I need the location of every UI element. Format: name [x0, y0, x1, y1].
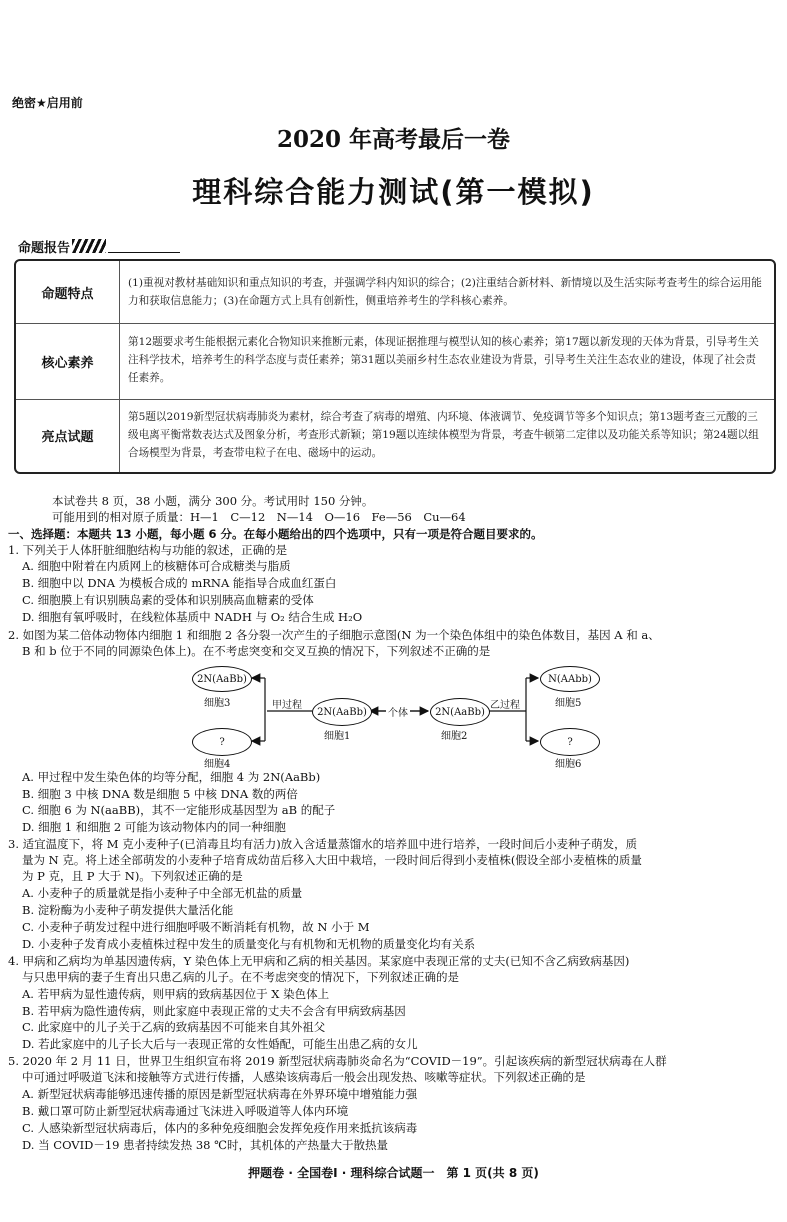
question-stem: 与只患甲病的妻子生育出只患乙病的儿子。在不考虑突变的情况下，下列叙述正确的是: [22, 970, 459, 984]
section-heading: 一、选择题：本题共 13 小题，每小题 6 分。在每小题给出的四个选项中，只有一项是符合题目要求的。: [8, 527, 543, 541]
option: A. 若甲病为显性遗传病，则甲病的致病基因位于 X 染色体上: [22, 987, 330, 1001]
option: D. 细胞 1 和细胞 2 可能为该动物体内的同一种细胞: [22, 820, 286, 834]
option: D. 当 COVID－19 患者持续发热 38 ℃时，其机体的产热量大于散热量: [22, 1138, 388, 1152]
report-label: 命题报告: [18, 240, 71, 256]
cell-1: 2N(AaBb): [312, 698, 372, 726]
cell-3: 2N(AaBb): [192, 666, 252, 692]
cell-3-label: 细胞3: [204, 698, 231, 709]
report-text: 第12题要求考生能根据元素化合物知识来推断元素，体现证据推理与模型认知的核心素养；第17题以新发现的天体为背景，引导考生关注科学技术，培养考生的科学态度与责任素养；第31题以美丽乡村生态农业建设为背景，引导考生关注生态农业的建设，体现了社会责任素养。: [128, 336, 759, 384]
cell-5: N(AAbb): [540, 666, 600, 692]
intro-line: 本试卷共 8 页，38 小题，满分 300 分。考试用时 150 分钟。: [52, 494, 374, 508]
cell-4-label: 细胞4: [204, 759, 231, 770]
question-stem: 2. 如图为某二倍体动物体内细胞 1 和细胞 2 各分裂一次产生的子细胞示意图(N 为一个染色体组中的染色体数目，基因 A 和 a、: [8, 628, 660, 642]
report-key: 命题特点: [16, 261, 120, 323]
cell-6: ?: [540, 728, 600, 756]
option: D. 细胞有氧呼吸时，在线粒体基质中 NADH 与 O₂ 结合生成 H₂O: [22, 610, 363, 624]
individual-label: 个体: [386, 704, 410, 719]
report-text: (1)重视对教材基础知识和重点知识的考查，并强调学科内知识的综合；(2)注重结合新材料、新情境以及生活实际考查考生的综合运用能力和获取信息能力；(3)在命题方式上具有创新性，侧重培养考生的学科核心素养。: [128, 277, 762, 307]
cell-1-label: 细胞1: [324, 731, 351, 742]
option: D. 小麦种子发育成小麦植株过程中发生的质量变化与有机物和无机物的质量变化均有关系: [22, 937, 476, 951]
option: D. 若此家庭中的儿子长大后与一表现正常的女性婚配，可能生出患乙病的女儿: [22, 1037, 418, 1051]
option: B. 戴口罩可防止新型冠状病毒通过飞沫进入呼吸道等人体内环境: [22, 1104, 349, 1118]
question-stem: 1. 下列关于人体肝脏细胞结构与功能的叙述，正确的是: [8, 543, 288, 557]
process-a-label: 甲过程: [272, 700, 302, 711]
report-key: 核心素养: [16, 323, 120, 399]
exam-title: 2020 年高考最后一卷: [276, 126, 511, 153]
option: A. 甲过程中发生染色体的均等分配，细胞 4 为 2N(AaBb): [22, 770, 321, 784]
page-footer: 押题卷 · 全国卷Ⅰ · 理科综合试题一 第 1 页(共 8 页): [248, 1166, 539, 1180]
question-stem: 为 P 克，且 P 大于 N)。下列叙述正确的是: [22, 869, 243, 883]
question-stem: 量为 N 克。将上述全部萌发的小麦种子培育成幼苗后移入大田中栽培，一段时间后得到小麦植株(假设全部小麦植株的质量: [22, 853, 642, 867]
option: C. 小麦种子萌发过程中进行细胞呼吸不断消耗有机物，故 N 小于 M: [22, 920, 370, 934]
cell-2-label: 细胞2: [441, 731, 468, 742]
option: C. 人感染新型冠状病毒后，体内的多种免疫细胞会发挥免疫作用来抵抗该病毒: [22, 1121, 418, 1135]
cell-2: 2N(AaBb): [430, 698, 490, 726]
question-stem: 4. 甲病和乙病均为单基因遗传病，Y 染色体上无甲病和乙病的相关基因。某家庭中表现正常的丈夫(已知不含乙病致病基因): [8, 954, 630, 968]
report-text: 第5题以2019新型冠状病毒肺炎为素材，综合考查了病毒的增殖、内环境、体液调节、免疫调节等多个知识点；第13题考查三元酸的三级电离平衡常数表达式及图象分析，考查形式新颖；第19题以连续体模型为背景，考查牛顿第二定律以及功能关系等知识；第24题以组合场模型为背景，考查带电粒子在电、磁场中的运动。: [128, 411, 759, 459]
cell-4: ?: [192, 728, 252, 756]
option: C. 细胞膜上有识别胰岛素的受体和识别胰高血糖素的受体: [22, 593, 314, 607]
option: C. 此家庭中的儿子关于乙病的致病基因不可能来自其外祖父: [22, 1020, 326, 1034]
intro-line: 可能用到的相对原子质量：H—1 C—12 N—14 O—16 Fe—56 Cu—64: [52, 510, 466, 524]
option: A. 细胞中附着在内质网上的核糖体可合成糖类与脂质: [22, 559, 291, 573]
exam-subtitle: 理科综合能力测试(第一模拟): [192, 175, 595, 209]
option: A. 新型冠状病毒能够迅速传播的原因是新型冠状病毒在外界环境中增殖能力强: [22, 1087, 418, 1101]
question-stem: B 和 b 位于不同的同源染色体上)。在不考虑突变和交叉互换的情况下，下列叙述不正确的是: [22, 644, 491, 658]
option: B. 细胞 3 中核 DNA 数是细胞 5 中核 DNA 数的两倍: [22, 787, 298, 801]
cell-6-label: 细胞6: [555, 759, 582, 770]
option: B. 淀粉酶为小麦种子萌发提供大量活化能: [22, 903, 234, 917]
option: C. 细胞 6 为 N(aaBB)，其不一定能形成基因型为 aB 的配子: [22, 803, 336, 817]
question-stem: 5. 2020 年 2 月 11 日，世界卫生组织宣布将 2019 新型冠状病毒肺炎命名为“COVID－19”。引起该疾病的新型冠状病毒在人群: [8, 1054, 667, 1068]
report-key: 亮点试题: [16, 399, 120, 472]
confidential-label: 绝密★启用前: [12, 96, 83, 110]
option: B. 细胞中以 DNA 为模板合成的 mRNA 能指导合成血红蛋白: [22, 576, 337, 590]
process-b-label: 乙过程: [490, 700, 520, 711]
question-stem: 中可通过呼吸道飞沫和接触等方式进行传播，人感染该病毒后一般会出现发热、咳嗽等症状。下列叙述正确的是: [22, 1070, 586, 1084]
option: A. 小麦种子的质量就是指小麦种子中全部无机盐的质量: [22, 886, 303, 900]
option: B. 若甲病为隐性遗传病，则此家庭中表现正常的丈夫不会含有甲病致病基因: [22, 1004, 406, 1018]
cell-5-label: 细胞5: [555, 698, 582, 709]
question-stem: 3. 适宜温度下，将 M 克小麦种子(已消毒且均有活力)放入含适量蒸馏水的培养皿中进行培养，一段时间后小麦种子萌发，质: [8, 837, 638, 851]
